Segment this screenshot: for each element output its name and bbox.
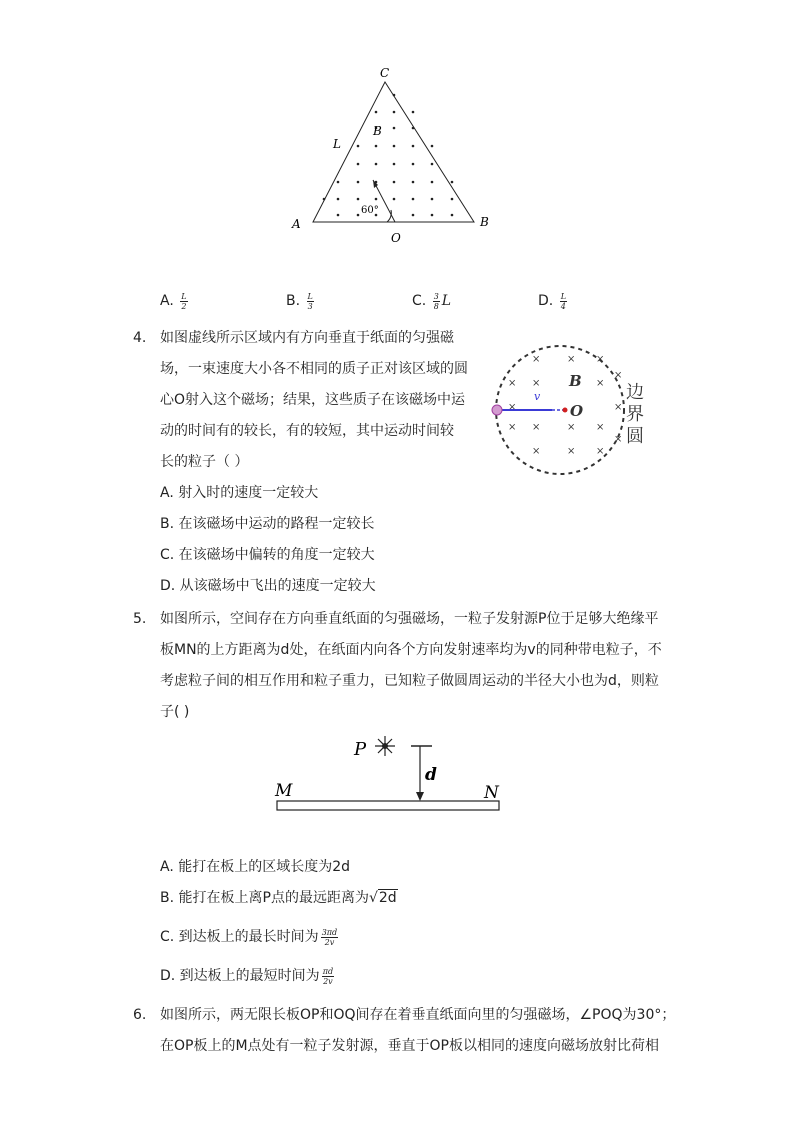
q5-line-2: 板MN的上方距离为d处，在纸面内向各个方向发射速率均为v的同种带电粒子，不 [160, 642, 662, 658]
q5-option-b[interactable] [160, 888, 398, 908]
field-cross: × [596, 354, 605, 365]
q4-line-1: 如图虚线所示区域内有方向垂直于纸面的匀强磁 [160, 330, 454, 346]
field-cross: × [567, 354, 576, 365]
denominator: 4 [560, 301, 566, 311]
sqrt-value: 2d [378, 890, 397, 906]
fraction [433, 292, 440, 311]
numerator: L [307, 291, 313, 301]
field-dot [431, 198, 434, 201]
label-c: C [380, 66, 390, 80]
q4-option-c[interactable]: C. 在该磁场中偏转的角度一定较大 [160, 547, 375, 563]
q5-option-c[interactable] [160, 927, 340, 947]
q4-option-a[interactable]: A. 射入时的速度一定较大 [160, 485, 319, 501]
field-dot [357, 181, 360, 184]
numerator: L [181, 291, 187, 301]
label-n: N [484, 783, 499, 803]
q4-option-b[interactable]: B. 在该磁场中运动的路程一定较长 [160, 516, 375, 532]
option-text: B. 能打在板上离P点的最远距离为 [160, 890, 369, 906]
field-dot [431, 214, 434, 217]
q5-option-a[interactable]: A. 能打在板上的区域长度为2d [160, 859, 351, 875]
option-text: C. 到达板上的最长时间为 [160, 929, 319, 945]
fraction [560, 292, 567, 311]
field-dot [393, 163, 396, 166]
q5-line-3: 考虑粒子间的相互作用和粒子重力，已知粒子做圆周运动的半径大小也为d，则粒 [160, 673, 659, 689]
denominator: 3 [307, 301, 313, 311]
q4-number: 4. [133, 330, 147, 346]
field-dot [393, 181, 396, 184]
field-cross: × [508, 402, 517, 413]
field-dot [451, 214, 454, 217]
field-cross: × [508, 422, 517, 433]
q3-option-d[interactable] [538, 291, 569, 311]
field-dot [451, 181, 454, 184]
field-dot [431, 163, 434, 166]
field-cross: × [532, 446, 541, 457]
denominator: 2v [324, 937, 335, 947]
fraction [321, 928, 338, 947]
plate-figure [270, 728, 510, 818]
field-dot [431, 181, 434, 184]
label-o: O [570, 402, 584, 420]
option-letter: D. [538, 293, 554, 309]
variable: L [441, 293, 452, 309]
label-m: M [275, 781, 293, 801]
field-cross: × [614, 402, 623, 413]
magnetic-circle-figure [488, 338, 668, 483]
field-cross: × [508, 378, 517, 389]
field-dot [412, 181, 415, 184]
field-dot [431, 145, 434, 148]
field-dot [375, 198, 378, 201]
field-dot [412, 214, 415, 217]
field-cross: × [567, 422, 576, 433]
option-letter: B. [286, 293, 301, 309]
label-a: A [292, 217, 301, 231]
field-dot [337, 198, 340, 201]
option-letter: C. [412, 293, 427, 309]
field-dot [412, 111, 415, 114]
q4-option-d[interactable]: D. 从该磁场中飞出的速度一定较大 [160, 578, 376, 594]
field-dot [393, 198, 396, 201]
field-dot [412, 145, 415, 148]
field-dot [375, 163, 378, 166]
label-b: B [480, 215, 489, 229]
q4-line-4: 动的时间有的较长，有的较短，其中运动时间较 [160, 423, 454, 439]
denominator: 8 [433, 301, 439, 311]
field-cross: × [596, 422, 605, 433]
field-cross: × [596, 378, 605, 389]
field-dot [357, 163, 360, 166]
q5-line-4: 子( ) [160, 704, 190, 720]
field-cross: × [596, 446, 605, 457]
field-cross: × [532, 422, 541, 433]
field-dot [375, 111, 378, 114]
field-dot [357, 198, 360, 201]
q3-option-c[interactable] [412, 291, 451, 311]
numerator: 3 [433, 291, 439, 301]
q6-number: 6. [133, 1007, 147, 1023]
denominator: 2v [323, 976, 333, 986]
q5-line-1: 如图所示，空间存在方向垂直纸面的匀强磁场，一粒子发射源P位于足够大绝缘平 [160, 611, 659, 627]
field-dot [357, 145, 360, 148]
numerator: 3πd [321, 927, 338, 937]
field-dot [337, 181, 340, 184]
denominator: 2 [181, 301, 187, 311]
label-edge-2: 界 [626, 404, 644, 425]
field-dot [412, 127, 415, 130]
q3-option-b[interactable] [286, 291, 316, 311]
fraction [322, 967, 334, 986]
sqrt-sign: √ [368, 890, 378, 906]
q4-line-2: 场，一束速度大小各不相同的质子正对该区域的圆 [160, 361, 468, 377]
field-dot [337, 214, 340, 217]
field-dot [412, 198, 415, 201]
field-dot [357, 214, 360, 217]
label-v: v [534, 390, 541, 403]
label-edge-1: 边 [626, 382, 644, 403]
field-cross: × [532, 378, 541, 389]
q5-option-d[interactable] [160, 966, 336, 986]
q3-option-a[interactable] [160, 291, 190, 311]
numerator: L [560, 291, 566, 301]
field-dot [393, 145, 396, 148]
field-cross: × [532, 354, 541, 365]
q6-line-1: 如图所示，两无限长板OP和OQ间存在着垂直纸面向里的匀强磁场，∠POQ为30°； [160, 1007, 676, 1023]
label-angle: 60° [361, 205, 379, 216]
field-cross: × [614, 434, 623, 445]
label-d: d [425, 765, 437, 785]
label-l: L [333, 137, 341, 151]
field-dot [393, 94, 396, 97]
option-text: D. 到达板上的最短时间为 [160, 968, 320, 984]
option-letter: A. [160, 293, 174, 309]
field-dot [451, 198, 454, 201]
numerator: πd [322, 966, 334, 976]
q6-line-2: 在OP板上的M点处有一粒子发射源，垂直于OP板以相同的速度向磁场放射比荷相 [160, 1038, 660, 1054]
label-p: P [354, 739, 367, 760]
field-dot [393, 111, 396, 114]
q5-number: 5. [133, 611, 147, 627]
q4-line-5: 长的粒子（ ） [160, 454, 249, 470]
label-b: B [569, 372, 582, 390]
q4-line-3: 心O射入这个磁场；结果，这些质子在该磁场中运 [160, 392, 466, 408]
label-b-field: B [373, 124, 382, 138]
label-o: O [391, 231, 401, 245]
field-cross: × [567, 446, 576, 457]
field-cross: × [614, 370, 623, 381]
triangle-figure [280, 60, 500, 250]
fraction [180, 292, 187, 311]
label-edge-3: 圆 [626, 426, 644, 447]
field-dot [323, 198, 326, 201]
fraction [307, 292, 314, 311]
field-dot [393, 127, 396, 130]
field-dot [375, 145, 378, 148]
field-dot [412, 163, 415, 166]
